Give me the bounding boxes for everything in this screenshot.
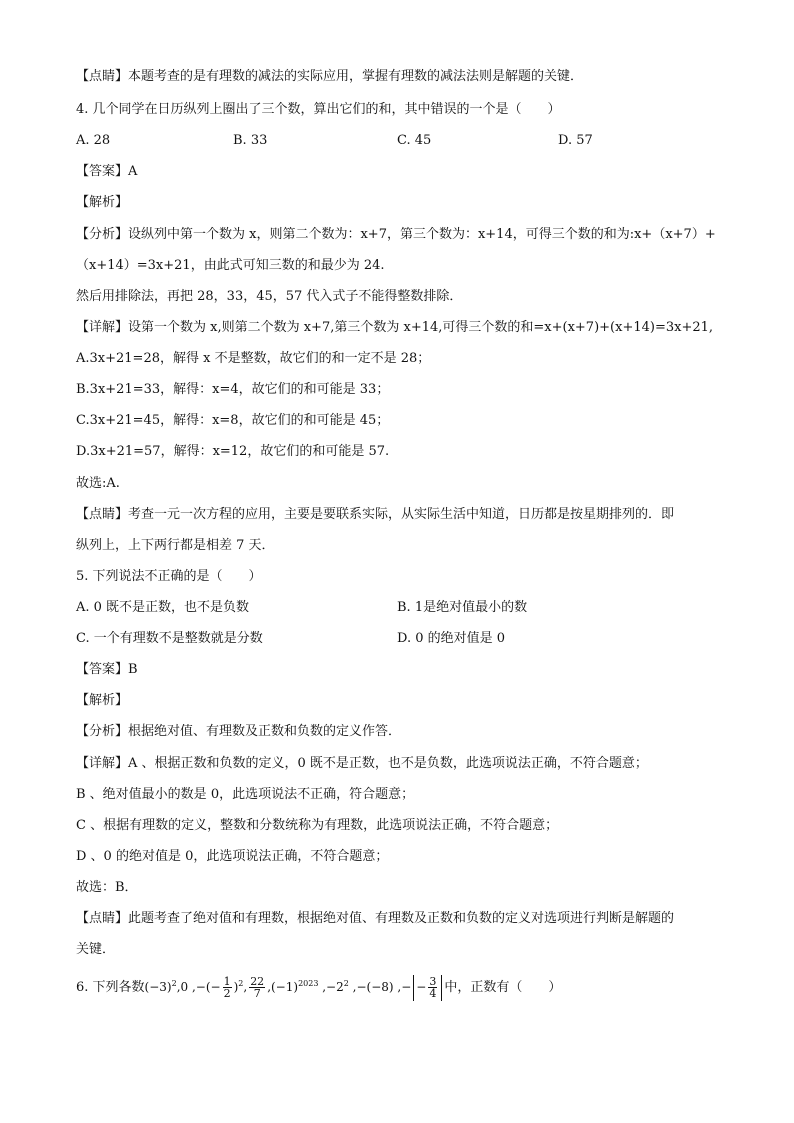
q5-option-d: D. 0 的绝对值是 0 bbox=[397, 631, 506, 646]
q4-option-b: B. 33 bbox=[233, 133, 268, 148]
q5-analysis: 【分析】根据绝对值、有理数及正数和负数的定义作答． bbox=[76, 724, 402, 739]
q4-option-a: A. 28 bbox=[76, 133, 111, 148]
q6-fraction-1-den: 2 bbox=[223, 987, 231, 1000]
q6-prefix: 6. 下列各数 bbox=[76, 980, 145, 995]
q5-detail-b: B 、绝对值最小的数是 0，此选项说法不正确，符合题意； bbox=[76, 787, 415, 802]
q6-term-1-exponent: 2 bbox=[171, 979, 177, 988]
q5-comment-2: 关键． bbox=[76, 942, 116, 957]
q6-fraction-1 bbox=[223, 976, 232, 999]
question-6 bbox=[76, 968, 561, 1004]
q4-analysis-3: 然后用排除法，再把 28，33，45，57 代入式子不能得整数排除． bbox=[76, 289, 463, 304]
q6-abs-right-bar bbox=[441, 975, 442, 1001]
q6-term-5: ,(−1) bbox=[267, 980, 299, 994]
q5-detail-d: D 、0 的绝对值是 0，此选项说法正确，不符合题意； bbox=[76, 849, 389, 864]
q6-term-3: ) bbox=[233, 980, 239, 994]
q6-fraction-1-num: 1 bbox=[223, 975, 231, 988]
q6-fraction-2 bbox=[249, 976, 265, 999]
q5-option-a: A. 0 既不是正数，也不是负数 bbox=[76, 600, 250, 615]
q6-fraction-3 bbox=[428, 976, 437, 999]
q6-term-2: ,0 ,−(− bbox=[176, 980, 221, 994]
q6-abs-left-bar bbox=[413, 975, 414, 1001]
q4-analysis-1: 【分析】设纵列中第一个数为 x，则第二个数为：x+7，第三个数为：x+14，可得三个数的和为:x+（x+7）+ bbox=[76, 227, 716, 242]
q5-option-b: B. 1是绝对值最小的数 bbox=[397, 600, 528, 615]
q4-detail-c: C.3x+21=45，解得：x=8，故它们的和可能是 45； bbox=[76, 413, 390, 428]
line-1: 【点睛】本题考查的是有理数的减法的实际应用，掌握有理数的减法法则是解题的关键． bbox=[76, 69, 584, 84]
q5-answer: 【答案】B bbox=[76, 662, 138, 677]
q4-detail-1: 【详解】设第一个数为 x,则第二个数为 x+7,第三个数为 x+14,可得三个数的和=x+(x+7)+(x+14)=3x+21, bbox=[76, 320, 714, 335]
question-5: 5. 下列说法不正确的是（ ） bbox=[76, 569, 262, 584]
q5-detail-c: C 、根据有理数的定义，整数和分数统称为有理数，此选项说法正确，不符合题意； bbox=[76, 818, 559, 833]
q5-analysis-heading: 【解析】 bbox=[76, 693, 129, 708]
q4-analysis-heading: 【解析】 bbox=[76, 195, 129, 210]
q6-term-5-exponent: 2023 bbox=[298, 979, 319, 988]
q5-comment-1: 【点睛】此题考查了绝对值和有理数，根据绝对值、有理数及正数和负数的定义对选项进行判断是解题的 bbox=[76, 911, 675, 926]
q6-term-4: , bbox=[243, 980, 248, 994]
q6-term-8: − bbox=[416, 980, 427, 994]
q4-comment-2: 纵列上，上下两行都是相差 7 天． bbox=[76, 538, 275, 553]
q6-fraction-2-den: 7 bbox=[253, 987, 261, 1000]
q4-detail-a: A.3x+21=28，解得 x 不是整数，故它们的和一定不是 28； bbox=[76, 351, 431, 366]
q6-suffix: 中，正数有（ ） bbox=[444, 980, 562, 995]
q4-analysis-2: （x+14）=3x+21，由此式可知三数的和最少为 24. bbox=[76, 258, 385, 273]
q6-term-3-exponent: 2 bbox=[238, 979, 244, 988]
q5-choice: 故选：B． bbox=[76, 880, 138, 895]
question-4: 4. 几个同学在日历纵列上圈出了三个数，算出它们的和，其中错误的一个是（ ） bbox=[76, 102, 561, 117]
q6-fraction-3-num: 3 bbox=[429, 975, 437, 988]
q6-term-7: ,−(−8) ,− bbox=[348, 980, 412, 994]
q4-option-d: D. 57 bbox=[558, 133, 593, 148]
q4-option-c: C. 45 bbox=[397, 133, 432, 148]
q6-term-1: (−3) bbox=[144, 980, 172, 994]
q6-term-6: ,−2 bbox=[318, 980, 344, 994]
q4-detail-b: B.3x+21=33，解得：x=4，故它们的和可能是 33； bbox=[76, 382, 390, 397]
q6-fraction-3-den: 4 bbox=[429, 987, 437, 1000]
q4-answer: 【答案】A bbox=[76, 164, 138, 179]
q4-detail-d: D.3x+21=57，解得：x=12，故它们的和可能是 57. bbox=[76, 444, 390, 459]
q4-comment-1: 【点睛】考查一元一次方程的应用，主要是要联系实际，从实际生活中知道，日历都是按星期排列的．即 bbox=[76, 507, 675, 522]
q6-term-6-exponent: 2 bbox=[343, 979, 349, 988]
q5-detail-a: 【详解】A 、根据正数和负数的定义，0 既不是正数，也不是负数，此选项说法正确，不符合题意； bbox=[76, 756, 648, 771]
q5-option-c: C. 一个有理数不是整数就是分数 bbox=[76, 631, 263, 646]
q6-fraction-2-num: 22 bbox=[250, 975, 265, 988]
q4-choice: 故选:A. bbox=[76, 476, 120, 491]
